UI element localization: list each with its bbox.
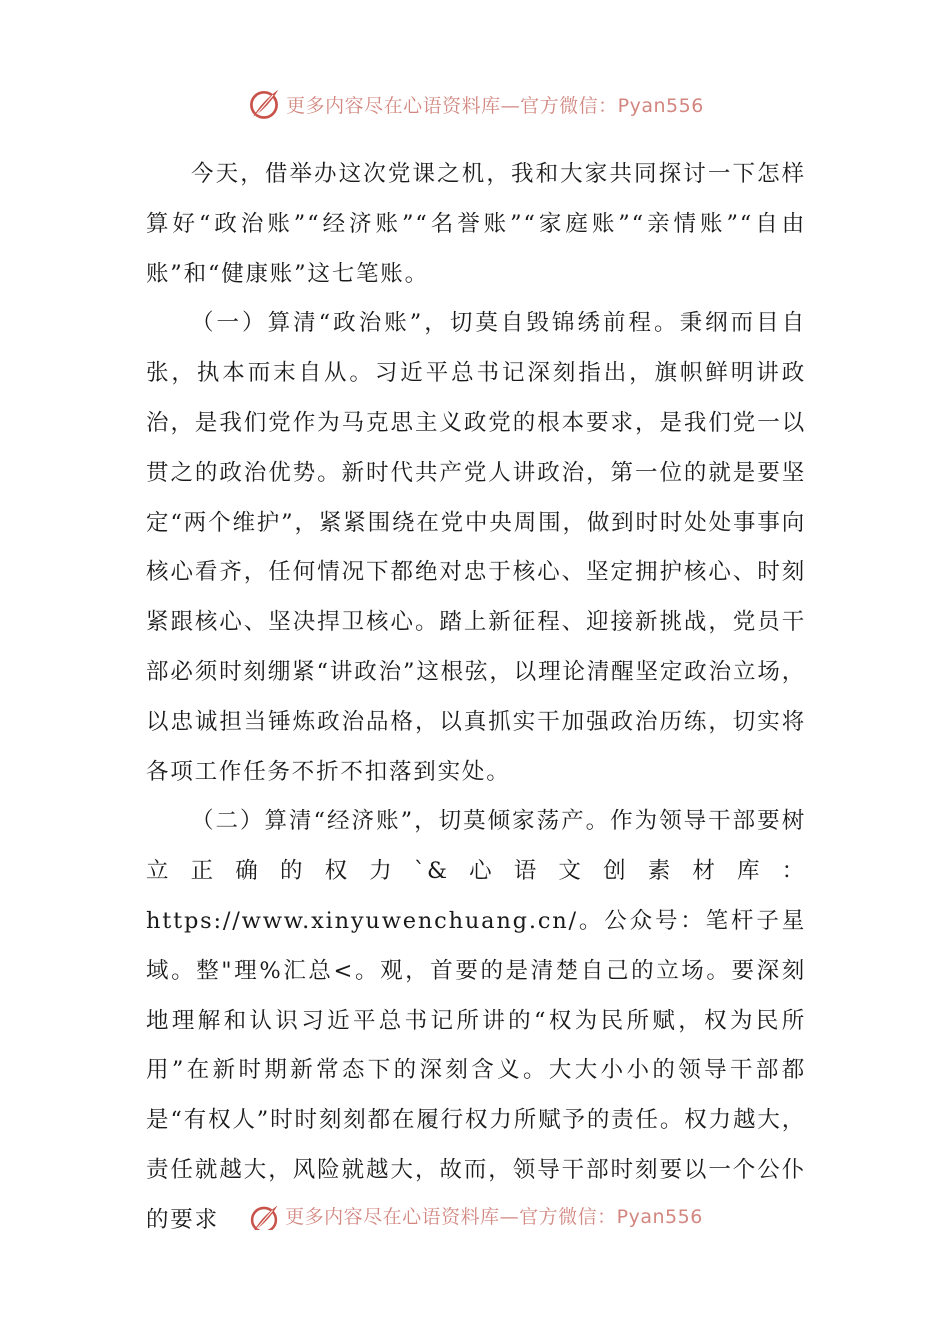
watermark-text: 更多内容尽在心语资料库—官方微信：Pyan556 [286,94,704,117]
paragraph-economic-account: （二）算清“经济账”，切莫倾家荡产。作为领导干部要树立正确的权力`&心语文创素材库：https://www.xinyuwenchuang.cn/。公众号：笔杆子星域。整"理%汇总<。观，首要的是清楚自己的立场。要深刻地理解和认识习近平总书记所讲的“权为民所赋，权为民所用”在新时期新常态下的深刻含义。大大小小的领导干部都是“有权人”时时刻刻都在履行权力所赋予的责任。权力越大，责任就越大，风险就越大，故而，领导干部时刻要以一个公仆的要求 [146,808,806,1233]
watermark-header [0,84,950,124]
watermark-footer [0,1202,950,1230]
quill-logo-icon [246,86,282,122]
document-body [146,150,806,1246]
watermark-text: 更多内容尽在心语资料库—官方微信：Pyan556 [285,1206,703,1228]
paragraph-intro: 今天，借举办这次党课之机，我和大家共同探讨一下怎样算好“政治账”“经济账”“名誉账”“家庭账”“亲情账”“自由账”和“健康账”这七笔账。 [146,161,806,287]
paragraph-political-account: （一）算清“政治账”，切莫自毁锦绣前程。秉纲而目自张，执本而末自从。习近平总书记深刻指出，旗帜鲜明讲政治，是我们党作为马克思主义政党的根本要求，是我们党一以贯之的政治优势。新时代共产党人讲政治，第一位的就是要坚定“两个维护”，紧紧围绕在党中央周围，做到时时处处事事向核心看齐，任何情况下都绝对忠于核心、坚定拥护核心、时刻紧跟核心、坚决捍卫核心。踏上新征程、迎接新挑战，党员干部必须时刻绷紧“讲政治”这根弦，以理论清醒坚定政治立场，以忠诚担当锤炼政治品格，以真抓实干加强政治历练，切实将各项工作任务不折不扣落到实处。 [146,310,806,785]
quill-logo-icon [247,1202,281,1230]
